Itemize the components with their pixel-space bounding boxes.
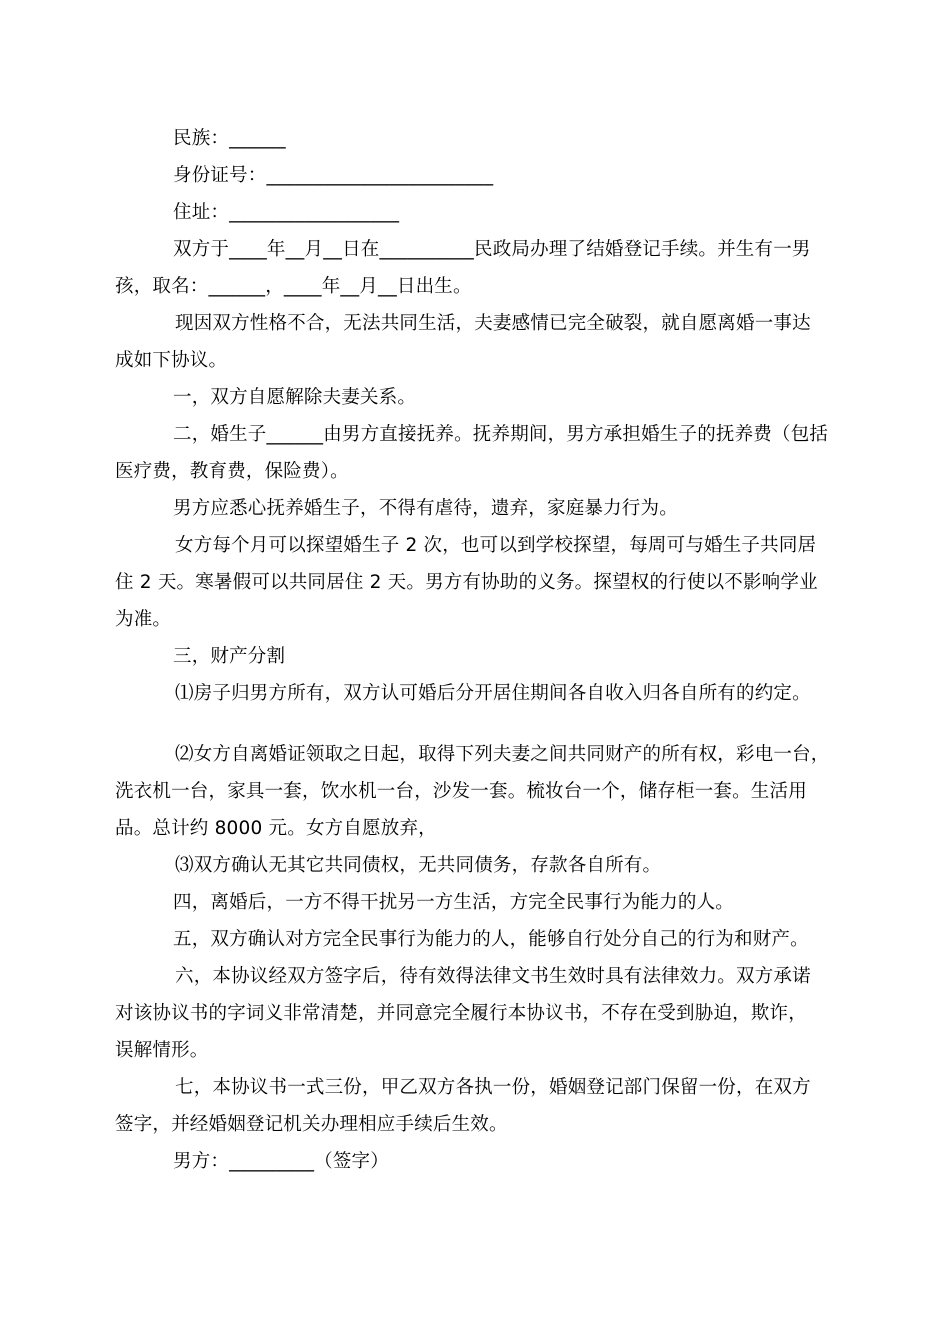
- clause-3-heading: 三，财产分割: [173, 646, 286, 667]
- id-number-line: 身份证号：________________________: [173, 165, 494, 186]
- clause-7: 七，本协议书一式三份，甲乙双方各执一份，婚姻登记部门保留一份，在双方: [175, 1077, 811, 1098]
- clause-6-cont: 对该协议书的字词义非常清楚，并同意完全履行本协议书，不存在受到胁迫，欺诈，: [115, 1003, 807, 1024]
- visitation-line-end: 为准。: [115, 609, 172, 630]
- clause-1: 一，双方自愿解除夫妻关系。: [173, 387, 417, 408]
- marriage-registration-line: 双方于____年__月__日在__________民政局办理了结婚登记手续。并生有一男: [173, 239, 811, 260]
- address-line: 住址：__________________: [173, 202, 400, 223]
- property-item-3: ⑶双方确认无其它共同债权，无共同债务，存款各自所有。: [175, 855, 662, 876]
- clause-2-cont: 医疗费，教育费，保险费）。: [115, 461, 349, 482]
- agreement-body: [115, 120, 845, 1180]
- clause-2: 二，婚生子______由男方直接抚养。抚养期间，男方承担婚生子的抚养费（包括: [173, 424, 829, 445]
- property-item-1: ⑴房子归男方所有，双方认可婚后分开居住期间各自收入归各自所有的约定。: [175, 683, 811, 704]
- clause-6: 六，本协议经双方签字后，待有效得法律文书生效时具有法律效力。双方承诺: [175, 966, 811, 987]
- ethnicity-line: 民族：______: [173, 128, 286, 149]
- visitation-line-cont: 住 2 天。寒暑假可以共同居住 2 天。男方有协助的义务。探望权的行使以不影响学业: [115, 572, 818, 593]
- property-item-2-cont: 洗衣机一台，家具一套，饮水机一台，沙发一套。梳妆台一个，储存柜一套。生活用: [115, 781, 807, 802]
- reason-line-cont: 成如下协议。: [115, 350, 228, 371]
- clause-5: 五，双方确认对方完全民事行为能力的人，能够自行处分自己的行为和财产。: [173, 929, 809, 950]
- property-item-2-end: 品。总计约 8000 元。女方自愿放弃，: [115, 818, 437, 839]
- spacer: [115, 712, 845, 736]
- clause-7-cont: 签字，并经婚姻登记机关办理相应手续后生效。: [115, 1114, 508, 1135]
- reason-line: 现因双方性格不合，无法共同生活，夫妻感情已完全破裂，就自愿离婚一事达: [175, 313, 811, 334]
- visitation-line: 女方每个月可以探望婚生子 2 次，也可以到学校探望，每周可与婚生子共同居: [175, 535, 817, 556]
- property-item-2: ⑵女方自离婚证领取之日起，取得下列夫妻之间共同财产的所有权，彩电一台，: [175, 744, 830, 765]
- custody-duty-line: 男方应悉心抚养婚生子，不得有虐待，遗弃，家庭暴力行为。: [173, 498, 678, 519]
- male-signature-line: 男方：_________（签字）: [173, 1151, 389, 1172]
- marriage-registration-line-cont: 孩，取名：______，____年__月__日出生。: [115, 276, 472, 297]
- clause-6-end: 误解情形。: [115, 1040, 209, 1061]
- clause-4: 四，离婚后，一方不得干扰另一方生活，方完全民事行为能力的人。: [173, 892, 735, 913]
